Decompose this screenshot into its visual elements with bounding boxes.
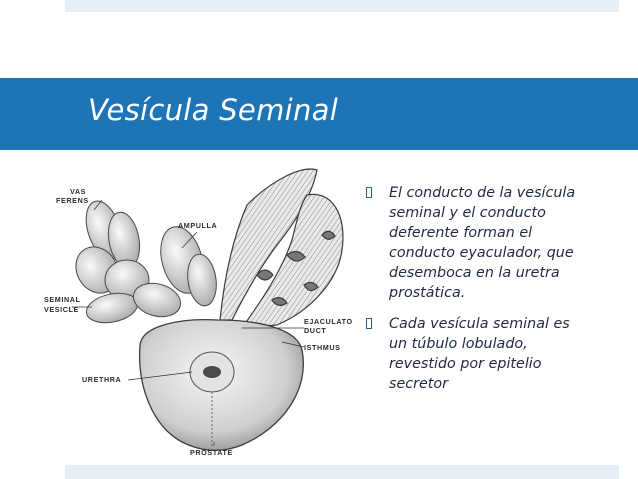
- label-ejaculatory-1: EJACULATO: [304, 317, 353, 326]
- label-prostate: PROSTATE: [190, 448, 233, 457]
- bullet-list: [365, 183, 630, 405]
- label-ampulla: AMPULLA: [178, 221, 218, 230]
- bullet-line: El conducto de la vesícula: [389, 185, 576, 201]
- bullet-item: [365, 183, 630, 303]
- label-vas-2: FERENS: [56, 196, 89, 205]
- slide-title: Vesícula Seminal: [88, 93, 339, 127]
- bullet-item: [365, 314, 630, 394]
- bullet-line: un túbulo lobulado,: [389, 336, 528, 352]
- left-seminal-vesicle-lobes: [68, 197, 220, 328]
- bullet-line: prostática.: [389, 285, 466, 301]
- bullet-line: desemboca en la uretra: [389, 265, 560, 281]
- right-seminal-vesicle-section: [220, 169, 343, 328]
- bullet-marker-icon: [366, 318, 372, 329]
- bullet-line: seminal y el conducto: [389, 205, 546, 221]
- bullet-marker-icon: [366, 187, 372, 198]
- prostate-gland: [140, 320, 304, 451]
- label-isthmus: ISTHMUS: [304, 343, 341, 352]
- label-seminal-2: VESICLE: [44, 305, 79, 314]
- bullet-line: secretor: [389, 376, 449, 392]
- bullet-line: deferente forman el: [389, 225, 533, 241]
- anatomical-illustration: [42, 160, 362, 460]
- bullet-line: revestido por epitelio: [389, 356, 542, 372]
- label-vas-1: VAS: [70, 187, 87, 196]
- top-decor-strip: [65, 0, 619, 12]
- bottom-decor-strip: [65, 465, 619, 479]
- label-seminal-1: SEMINAL: [44, 295, 81, 304]
- bullet-line: conducto eyaculador, que: [389, 245, 574, 261]
- label-ejaculatory-2: DUCT: [304, 326, 327, 335]
- bullet-line: Cada vesícula seminal es: [389, 316, 570, 332]
- label-urethra: URETHRA: [82, 375, 122, 384]
